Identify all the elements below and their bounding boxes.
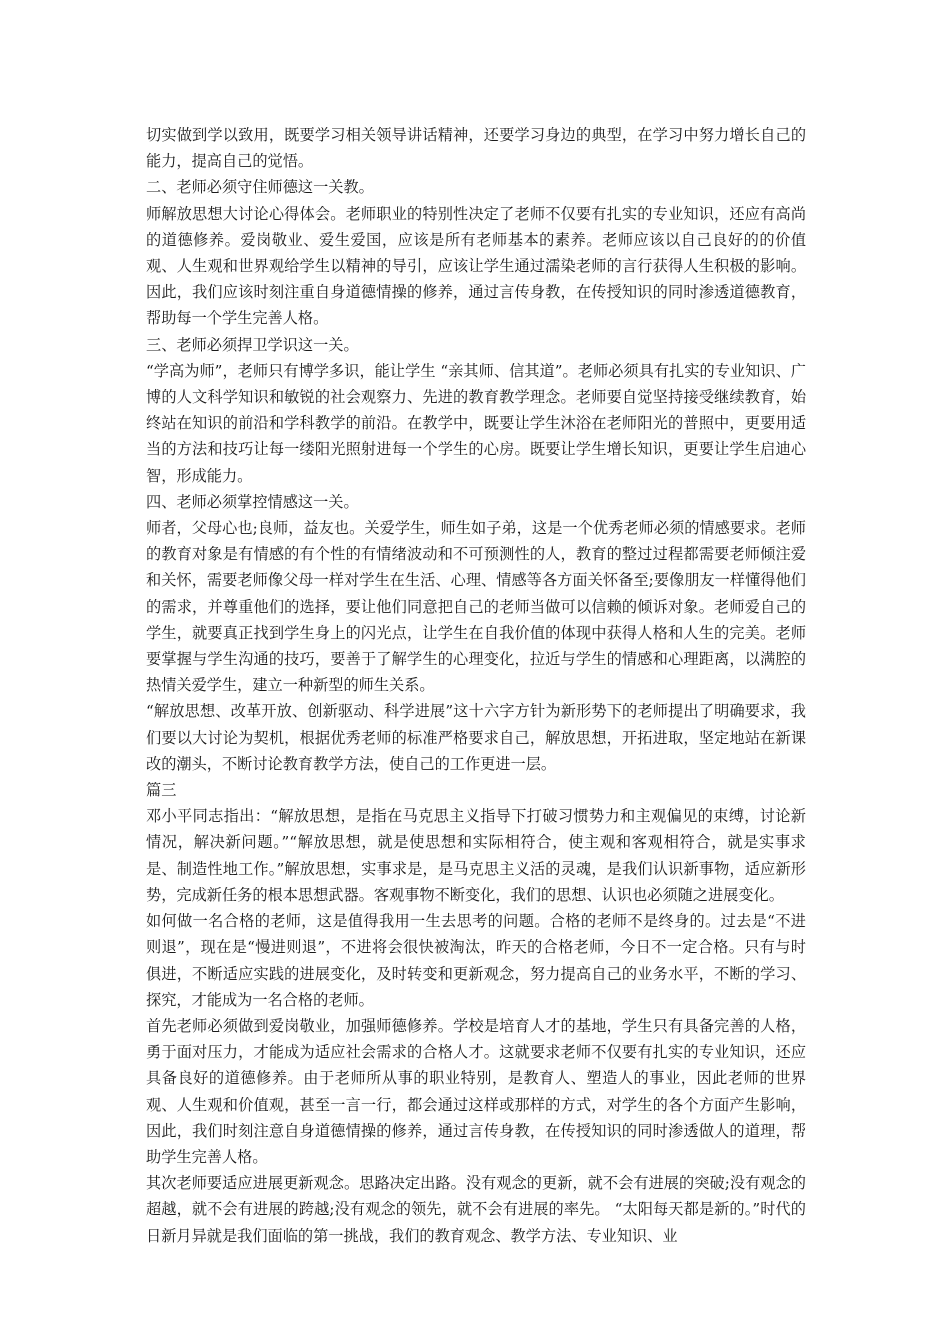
paragraph-first-point: 首先老师必须做到爱岗敬业，加强师德修养。学校是培育人才的基地，学生只有具备完善的人格，勇于面对压力，才能成为适应社会需求的合格人才。这就要求老师不仅要有扎实的专业知识，还应具备良好的道德修养。由于老师所从事的职业特别，是教育人、塑造人的事业，因此老师的世界观、人生观和价值观，甚至一言一行，都会通过这样或那样的方式，对学生的各个方面产生影响，因此，我们时刻注意自身道德情操的修养，通过言传身教，在传授知识的同时渗透做人的道理，帮助学生完善人格。: [146, 1016, 806, 1166]
heading-section-4: 四、老师必须掌控情感这一关。: [146, 492, 359, 511]
heading-section-3: 三、老师必须捍卫学识这一关。: [146, 335, 359, 354]
paragraph-section-2: 师解放思想大讨论心得体会。老师职业的特别性决定了老师不仅要有扎实的专业知识，还应有高尚的道德修养。爱岗敬业、爱生爱国，应该是所有老师基本的素养。老师应该以自己良好的的价值观、人生观和世界观给学生以精神的导引，应该让学生通过濡染老师的言行获得人生积极的影响。因此，我们应该时刻注重自身道德情操的修养，通过言传身教，在传授知识的同时渗透道德教育，帮助每一个学生完善人格。: [146, 204, 806, 328]
paragraph-conclusion: “解放思想、改革开放、创新驱动、科学进展”这十六字方针为新形势下的老师提出了明确要求，我们要以大讨论为契机，根据优秀老师的标准严格要求自己，解放思想，开拓进取，坚定地站在新课改的潮头，不断讨论教育教学方法，使自己的工作更进一层。: [146, 702, 806, 773]
paragraph-intro: 切实做到学以致用，既要学习相关领导讲话精神，还要学习身边的典型，在学习中努力增长自己的能力，提高自己的觉悟。: [146, 126, 806, 171]
heading-part-3: 篇三: [146, 781, 177, 800]
paragraph-second-point: 其次老师要适应进展更新观念。思路决定出路。没有观念的更新，就不会有进展的突破;没有观念的超越，就不会有进展的跨越;没有观念的领先，就不会有进展的率先。 “太阳每天都是新的。”时代的日新月异就是我们面临的第一挑战，我们的教育观念、教学方法、专业知识、业: [146, 1174, 806, 1245]
paragraph-deng-quote: 邓小平同志指出：“解放思想，是指在马克思主义指导下打破习惯势力和主观偏见的束缚，讨论新情况，解决新问题。”“解放思想，就是使思想和实际相符合，使主观和客观相符合，就是实事求是、制造性地工作。”解放思想，实事求是，是马克思主义活的灵魂，是我们认识新事物，适应新形势，完成新任务的根本思想武器。客观事物不断变化，我们的思想、认识也必须随之进展变化。: [146, 807, 806, 904]
heading-section-2: 二、老师必须守住师德这一关教。: [146, 178, 374, 197]
paragraph-section-4: 师者，父母心也;良师，益友也。关爱学生，师生如子弟，这是一个优秀老师必须的情感要求。老师的教育对象是有情感的有个性的有情绪波动和不可预测性的人，教育的整过过程都需要老师倾注爱和关怀，需要老师像父母一样对学生在生活、心理、情感等各方面关怀备至;要像朋友一样懂得他们的需求，并尊重他们的选择，要让他们同意把自己的老师当做可以信赖的倾诉对象。老师爱自己的学生，就要真正找到学生身上的闪光点，让学生在自我价值的体现中获得人格和人生的完美。老师要掌握与学生沟通的技巧，要善于了解学生的心理变化，拉近与学生的情感和心理距离，以满腔的热情关爱学生，建立一种新型的师生关系。: [146, 519, 806, 695]
document-page: [146, 122, 806, 1249]
paragraph-section-3: “学高为师”，老师只有博学多识，能让学生 “亲其师、信其道”。老师必须具有扎实的专业知识、广博的人文科学知识和敏锐的社会观察力、先进的教育教学理念。老师要自觉坚持接受继续教育，始终站在知识的前沿和学科教学的前沿。在教学中，既要让学生沐浴在老师阳光的普照中，更要用适当的方法和技巧让每一缕阳光照射进每一个学生的心房。既要让学生增长知识，更要让学生启迪心智，形成能力。: [146, 361, 806, 485]
paragraph-qualified-teacher: 如何做一名合格的老师，这是值得我用一生去思考的问题。合格的老师不是终身的。过去是“不进则退”，现在是“慢进则退”，不进将会很快被淘汰，昨天的合格老师，今日不一定合格。只有与时俱进，不断适应实践的进展变化，及时转变和更新观念，努力提高自己的业务水平，不断的学习、探究，才能成为一名合格的老师。: [146, 912, 806, 1009]
